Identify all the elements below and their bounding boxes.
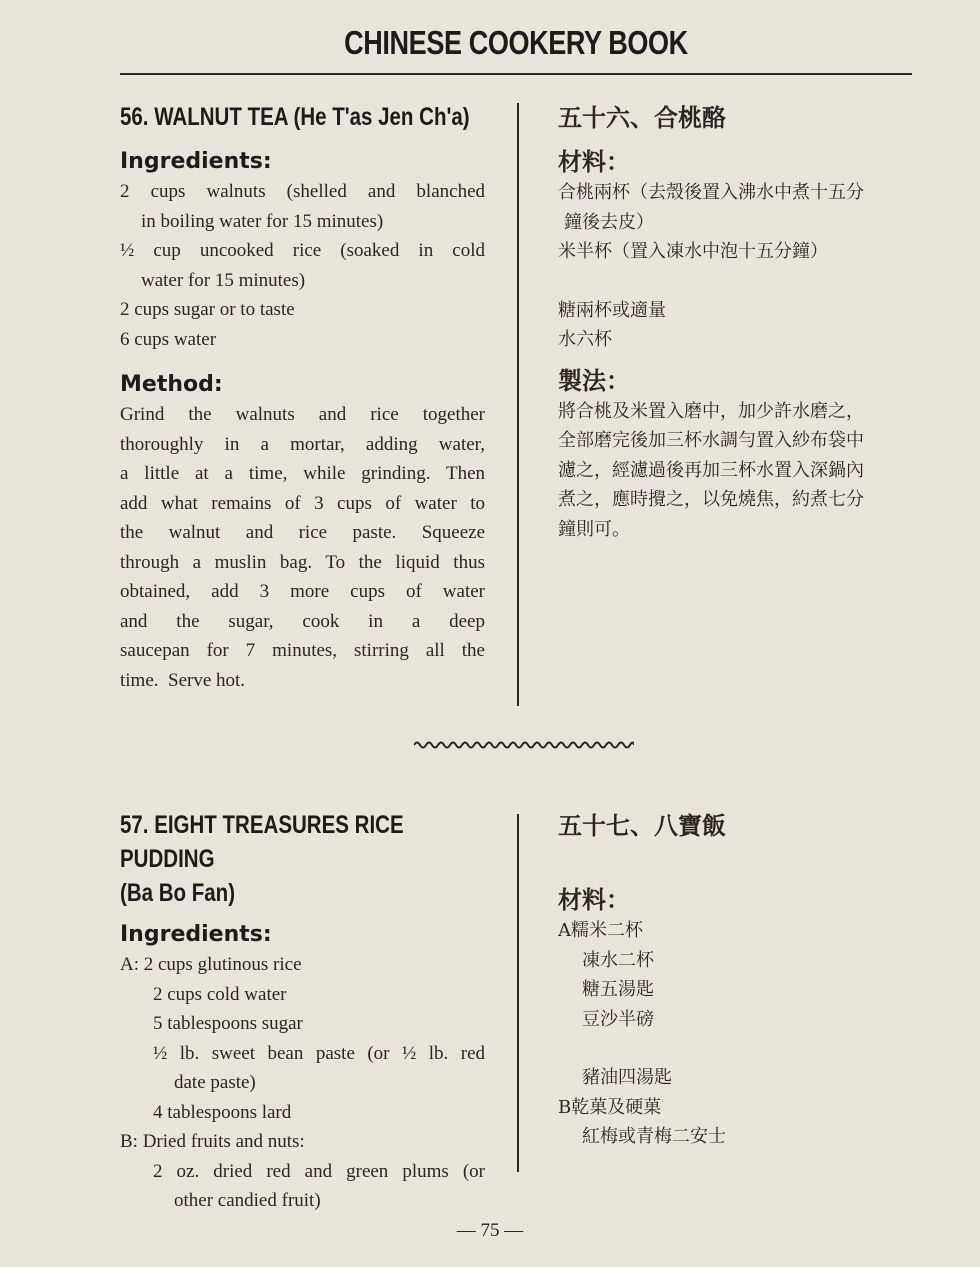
recipe-56-ingredients-heading: Ingredients: — [120, 149, 272, 174]
recipe-57-ingredients-heading: Ingredients: — [120, 922, 272, 947]
ingredient-line: ½ lb. sweet bean paste (or ½ lb. red — [153, 1042, 485, 1064]
column-divider — [517, 814, 519, 1172]
ingredient-line-zh: 糖五湯匙 — [582, 979, 654, 1000]
ingredient-line-zh: 合桃兩杯（去殼後置入沸水中煮十五分 — [558, 182, 864, 203]
column-divider — [517, 103, 519, 706]
recipe-56-english — [120, 100, 485, 695]
ingredient-line-zh: 紅梅或青梅二安士 — [582, 1126, 726, 1147]
method-line: through a muslin bag. To the liquid thus — [120, 551, 485, 573]
recipe-56-method-text — [120, 400, 485, 695]
ingredient-line: other candied fruit) — [174, 1190, 321, 1211]
recipe-56-title-zh: 五十六、合桃酪 — [558, 104, 726, 132]
recipe-57-chinese — [558, 810, 918, 1152]
ingredient-line: date paste) — [174, 1072, 256, 1093]
method-line-zh: 濾之，經濾過後再加三杯水置入深鍋內 — [558, 459, 864, 481]
wavy-divider — [414, 738, 634, 752]
method-line: obtained, add 3 more cups of water — [120, 581, 485, 602]
ingredient-line: 2 cups walnuts (shelled and blanched — [120, 181, 485, 202]
recipe-57-title: 57. EIGHT TREASURES RICE PUDDING — [120, 811, 404, 873]
method-line-zh: 鐘則可。 — [558, 518, 630, 540]
recipe-57-ingredients-heading-zh: 材料： — [558, 886, 630, 914]
ingredient-line: 5 tablespoons sugar — [153, 1013, 303, 1034]
ingredient-line: 6 cups water — [120, 328, 217, 350]
method-line: the walnut and rice paste. Squeeze — [120, 522, 485, 543]
ingredient-line: 2 cups sugar or to taste — [120, 299, 295, 320]
recipe-57-title-zh: 五十七、八寶飯 — [558, 812, 726, 840]
recipe-56-method-heading: Method: — [120, 372, 223, 397]
ingredient-line-zh: B乾菓及硬菓 — [558, 1096, 662, 1118]
header-rule — [120, 73, 912, 75]
method-line-zh: 將合桃及米置入磨中，加少許水磨之， — [558, 400, 864, 422]
page-number: — 75 — — [456, 1220, 524, 1241]
ingredient-line: 2 oz. dried red and green plums (or — [153, 1160, 485, 1182]
method-line: thoroughly in a mortar, adding water, — [120, 433, 485, 455]
ingredient-line: ½ cup uncooked rice (soaked in cold — [120, 240, 485, 261]
ingredient-line-zh: A糯米二杯 — [558, 920, 643, 941]
ingredient-line-zh: 凍水二杯 — [582, 949, 654, 971]
ingredient-line: A: 2 cups glutinous rice — [120, 954, 302, 975]
ingredient-line-zh: 水六杯 — [558, 329, 612, 350]
ingredient-line: water for 15 minutes) — [141, 269, 306, 291]
page-header-title: CHINESE COOKERY BOOK — [344, 24, 688, 61]
ingredient-line: in boiling water for 15 minutes) — [141, 210, 384, 232]
method-line: and the sugar, cook in a deep — [120, 610, 485, 632]
recipe-56-title: 56. WALNUT TEA (He T'as Jen Ch'a) — [120, 103, 470, 131]
ingredient-line: 4 tablespoons lard — [153, 1101, 292, 1123]
ingredient-line-zh: 糖兩杯或適量 — [558, 299, 666, 321]
method-line: saucepan for 7 minutes, stirring all the — [120, 640, 485, 661]
recipe-56-chinese — [558, 102, 918, 544]
ingredient-line-zh: 豆沙半磅 — [582, 1008, 654, 1030]
recipe-57-subtitle: (Ba Bo Fan) — [120, 879, 236, 907]
recipe-57-english — [120, 808, 485, 1216]
method-line: Grind the walnuts and rice together — [120, 404, 485, 425]
recipe-56-ingredient-list — [120, 177, 485, 354]
method-line-zh: 煮之，應時攪之，以免燒焦，約煮七分 — [558, 489, 864, 510]
ingredient-line-zh: 豬油四湯匙 — [582, 1067, 672, 1088]
method-line: time. Serve hot. — [120, 669, 246, 691]
recipe-56-method-heading-zh: 製法： — [558, 366, 630, 395]
ingredient-line: 2 cups cold water — [153, 983, 287, 1005]
ingredient-line-zh: 米半杯（置入凍水中泡十五分鐘） — [558, 241, 828, 262]
recipe-56-ingredients-heading-zh: 材料： — [558, 148, 630, 176]
method-line: a little at a time, while grinding. Then — [120, 463, 485, 484]
method-line-zh: 全部磨完後加三杯水調勻置入紗布袋中 — [558, 430, 864, 451]
ingredient-line-zh: 鐘後去皮） — [564, 211, 654, 233]
ingredient-line: B: Dried fruits and nuts: — [120, 1131, 305, 1152]
method-line: add what remains of 3 cups of water to — [120, 492, 485, 514]
